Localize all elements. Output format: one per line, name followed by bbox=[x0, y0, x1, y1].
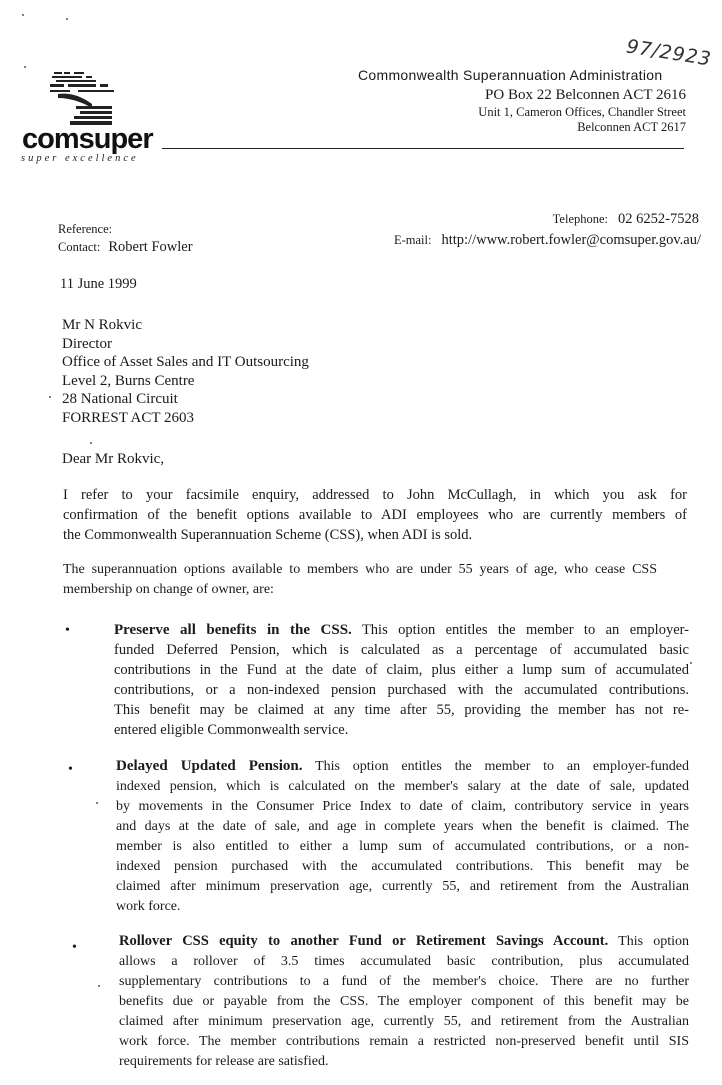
text-line: This option entitles the member to an employer-funded bbox=[315, 759, 690, 774]
scan-speck bbox=[690, 662, 692, 664]
street-address: Unit 1, Cameron Offices, Chandler Street bbox=[478, 105, 686, 119]
text-line: supplementary contributions to a fund of the member's choice. There are no further bbox=[119, 974, 689, 989]
scan-speck bbox=[24, 66, 26, 68]
recipient-locality: FORREST ACT 2603 bbox=[62, 409, 194, 426]
text-line: confirmation of the benefit options available to ADI employees who are currently members of bbox=[63, 507, 687, 523]
text-line: entered eligible Commonwealth service. bbox=[114, 722, 349, 738]
text-line: contributions, or a non-indexed pension purchased with the accumulated contributions. bbox=[114, 682, 689, 698]
text-line: the Commonwealth Superannuation Scheme (CSS), when ADI is sold. bbox=[63, 527, 473, 543]
option-title: Preserve all benefits in the CSS. bbox=[114, 622, 352, 638]
comsuper-logo-icon bbox=[50, 70, 116, 128]
logo-tagline: super excellence bbox=[21, 153, 139, 164]
scan-speck bbox=[96, 802, 98, 804]
recipient-office: Office of Asset Sales and IT Outsourcing bbox=[62, 354, 309, 370]
recipient-title: Director bbox=[62, 335, 112, 352]
bullet-marker: • bbox=[68, 762, 73, 777]
handwritten-reference: 97/2923 bbox=[624, 35, 714, 71]
text-line: I refer to your facsimile enquiry, addressed to John McCullagh, in which you ask for bbox=[63, 487, 687, 503]
recipient-street: 28 National Circuit bbox=[62, 391, 178, 407]
recipient-building: Level 2, Burns Centre bbox=[62, 372, 195, 389]
text-line: claimed after minimum preservation age, currently 55, and retirement from the Australian bbox=[119, 1014, 689, 1029]
postal-address: PO Box 22 Belconnen ACT 2616 bbox=[485, 87, 686, 103]
suburb-address: Belconnen ACT 2617 bbox=[577, 120, 686, 134]
text-line: This option entitles the member to an employer- bbox=[361, 622, 690, 638]
text-line: work force. bbox=[116, 899, 181, 914]
text-line: allows a rollover of 3.5 times accumulated basic contribution, plus accumulated bbox=[119, 954, 689, 969]
text-line: This option bbox=[618, 934, 690, 949]
email-address: http://www.robert.fowler@comsuper.gov.au/ bbox=[441, 232, 701, 248]
option-rollover-equity bbox=[119, 931, 689, 1072]
option-title: Rollover CSS equity to another Fund or Retirement Savings Account. bbox=[119, 933, 609, 949]
telephone-row bbox=[553, 210, 699, 228]
reference-label: Reference: bbox=[58, 222, 113, 236]
telephone-number: 02 6252-7528 bbox=[618, 211, 699, 227]
intro-paragraph bbox=[63, 485, 687, 545]
text-line: contributions in the Fund at the date of claim, plus either a lump sum of accumulated bbox=[114, 662, 689, 678]
text-line: benefits due or payable from the CSS. The employer component of this benefit may be bbox=[119, 994, 689, 1009]
option-delayed-updated-pension bbox=[116, 756, 689, 917]
text-line: member is also entitled to either a lump sum of accumulated contributions, or a non- bbox=[116, 839, 689, 854]
salutation: Dear Mr Rokvic, bbox=[62, 451, 165, 467]
text-line: membership on change of owner, are: bbox=[63, 582, 274, 597]
contact-name: Robert Fowler bbox=[108, 239, 193, 255]
option-title: Delayed Updated Pension. bbox=[116, 758, 303, 774]
text-line: This benefit may be claimed at any time after 55, providing the member has not re- bbox=[114, 702, 689, 718]
text-line: indexed pension, which is calculated on the member's salary at the date of sale, updated bbox=[116, 779, 689, 794]
text-line: indexed pension purchased with the accumulated contributions. This benefit may be bbox=[116, 859, 689, 874]
text-line: claimed after minimum preservation age, currently 55, and retirement from the Australian bbox=[116, 879, 689, 894]
text-line: by movements in the Consumer Price Index to date of claim, contributory service in years bbox=[116, 799, 689, 814]
scan-speck bbox=[49, 396, 51, 398]
option-preserve-benefits bbox=[114, 620, 689, 740]
contact-label: Contact: bbox=[58, 240, 101, 254]
logo-wordmark: comsuper bbox=[22, 123, 153, 155]
bullet-marker: • bbox=[72, 940, 77, 955]
letter-date: 11 June 1999 bbox=[60, 276, 137, 292]
contact-row bbox=[58, 238, 193, 256]
letterhead-divider bbox=[162, 148, 684, 149]
scan-speck bbox=[90, 442, 92, 444]
scan-speck bbox=[22, 14, 24, 16]
scan-speck bbox=[66, 18, 68, 20]
organisation-name: Commonwealth Superannuation Administration bbox=[358, 67, 663, 83]
scan-speck bbox=[98, 985, 100, 987]
text-line: requirements for release are satisfied. bbox=[119, 1054, 329, 1069]
text-line: funded Deferred Pension, which is calculated as a percentage of accumulated basic bbox=[114, 642, 689, 658]
options-intro-paragraph bbox=[63, 560, 657, 600]
text-line: and days at the date of sale, and age in complete years when the benefit is claimed. The bbox=[116, 819, 689, 834]
recipient-block bbox=[62, 316, 309, 427]
telephone-label: Telephone: bbox=[552, 212, 609, 226]
email-row bbox=[394, 231, 701, 249]
recipient-name: Mr N Rokvic bbox=[62, 317, 142, 333]
text-line: The superannuation options available to members who are under 55 years of age, who cease CSS bbox=[63, 562, 657, 577]
text-line: work force. The member contributions remain a restricted non-preserved benefit until SIS bbox=[119, 1034, 689, 1049]
bullet-marker: • bbox=[65, 623, 70, 638]
email-label: E-mail: bbox=[393, 233, 432, 247]
